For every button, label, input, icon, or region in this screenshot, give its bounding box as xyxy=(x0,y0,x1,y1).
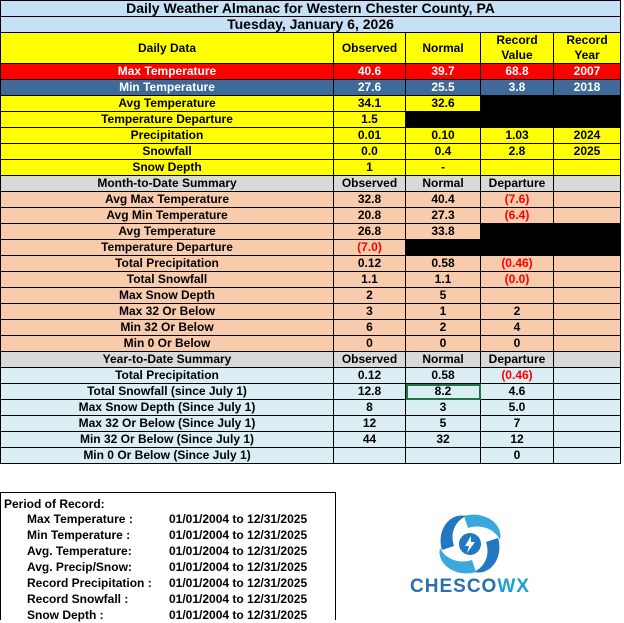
ytd-label[interactable]: Total Precipitation xyxy=(1,368,334,384)
mtd-header-observed[interactable]: Observed xyxy=(334,176,406,192)
period-label: Record Precipitation : xyxy=(27,576,152,590)
ytd-header-departure[interactable]: Departure xyxy=(481,352,554,368)
mtd-row xyxy=(1,336,621,352)
daily-record-year[interactable] xyxy=(554,160,621,176)
ytd-normal-selected-cell[interactable]: 8.2 xyxy=(406,384,481,400)
ytd-label[interactable]: Max Snow Depth (Since July 1) xyxy=(1,400,334,416)
ytd-empty[interactable] xyxy=(554,416,621,432)
title-row xyxy=(1,1,621,17)
ytd-departure[interactable]: (0.46) xyxy=(481,368,554,384)
ytd-row xyxy=(1,432,621,448)
ytd-observed[interactable]: 0.12 xyxy=(334,368,406,384)
mtd-row xyxy=(1,192,621,208)
chescowx-wordmark xyxy=(370,576,570,598)
ytd-normal[interactable]: 0.58 xyxy=(406,368,481,384)
period-label: Avg. Precip/Snow: xyxy=(27,560,132,574)
mtd-label[interactable]: Max 32 Or Below xyxy=(1,304,334,320)
period-range: 01/01/2004 to 12/31/2025 xyxy=(169,608,308,622)
daily-record-year[interactable] xyxy=(554,112,621,128)
mtd-row xyxy=(1,304,621,320)
ytd-departure[interactable]: 5.0 xyxy=(481,400,554,416)
daily-header-observed[interactable]: Observed xyxy=(334,33,406,64)
daily-label[interactable]: Max Temperature xyxy=(1,64,334,80)
ytd-normal[interactable]: 5 xyxy=(406,416,481,432)
period-of-record-box xyxy=(0,492,336,620)
daily-observed[interactable]: 1.5 xyxy=(334,112,406,128)
daily-normal[interactable]: 39.7 xyxy=(406,64,481,80)
ytd-header-label[interactable]: Year-to-Date Summary xyxy=(1,352,334,368)
period-range: 01/01/2004 to 12/31/2025 xyxy=(169,512,308,526)
daily-row-snow-depth xyxy=(1,160,621,176)
daily-record-year[interactable]: 2007 xyxy=(554,64,621,80)
period-row xyxy=(1,511,335,527)
daily-label[interactable]: Min Temperature xyxy=(1,80,334,96)
mtd-observed[interactable]: 1.1 xyxy=(334,272,406,288)
ytd-row xyxy=(1,448,621,464)
mtd-empty[interactable] xyxy=(554,208,621,224)
mtd-label[interactable]: Min 0 Or Below xyxy=(1,336,334,352)
period-label: Snow Depth : xyxy=(27,608,104,622)
daily-row-temp-departure xyxy=(1,112,621,128)
ytd-label[interactable]: Min 32 Or Below (Since July 1) xyxy=(1,432,334,448)
mtd-normal[interactable]: 0.58 xyxy=(406,256,481,272)
mtd-observed[interactable]: 20.8 xyxy=(334,208,406,224)
period-range: 01/01/2004 to 12/31/2025 xyxy=(169,544,308,558)
ytd-row xyxy=(1,416,621,432)
ytd-header-row xyxy=(1,352,621,368)
ytd-label[interactable]: Max 32 Or Below (Since July 1) xyxy=(1,416,334,432)
mtd-departure[interactable]: (0.0) xyxy=(481,272,554,288)
period-range: 01/01/2004 to 12/31/2025 xyxy=(169,576,308,590)
ytd-departure[interactable]: 0 xyxy=(481,448,554,464)
period-label: Max Temperature : xyxy=(27,512,133,526)
daily-header-label[interactable]: Daily Data xyxy=(1,33,334,64)
mtd-header-label[interactable]: Month-to-Date Summary xyxy=(1,176,334,192)
mtd-departure[interactable]: (7.6) xyxy=(481,192,554,208)
ytd-empty[interactable] xyxy=(554,384,621,400)
brand-main: CHESCO xyxy=(410,576,498,597)
ytd-observed[interactable] xyxy=(334,448,406,464)
ytd-label[interactable]: Total Snowfall (since July 1) xyxy=(1,384,334,400)
ytd-empty[interactable] xyxy=(554,432,621,448)
daily-row-min-temp xyxy=(1,80,621,96)
ytd-normal[interactable]: 32 xyxy=(406,432,481,448)
ytd-header-normal[interactable]: Normal xyxy=(406,352,481,368)
ytd-departure[interactable]: 12 xyxy=(481,432,554,448)
daily-record-year[interactable] xyxy=(554,96,621,112)
daily-normal[interactable]: - xyxy=(406,160,481,176)
daily-label[interactable]: Snowfall xyxy=(1,144,334,160)
daily-row-avg-temp xyxy=(1,96,621,112)
mtd-empty[interactable] xyxy=(554,336,621,352)
period-range: 01/01/2004 to 12/31/2025 xyxy=(169,592,308,606)
mtd-observed[interactable]: 2 xyxy=(334,288,406,304)
daily-normal[interactable]: 0.4 xyxy=(406,144,481,160)
mtd-label[interactable]: Max Snow Depth xyxy=(1,288,334,304)
mtd-label[interactable]: Avg Temperature xyxy=(1,224,334,240)
period-row xyxy=(1,527,335,543)
daily-header-record-year[interactable]: Record Year xyxy=(554,33,621,64)
mtd-normal[interactable]: 1.1 xyxy=(406,272,481,288)
daily-observed[interactable]: 0.0 xyxy=(334,144,406,160)
daily-record-year[interactable]: 2025 xyxy=(554,144,621,160)
mtd-row xyxy=(1,272,621,288)
ytd-observed[interactable]: 8 xyxy=(334,400,406,416)
daily-record-value[interactable]: 1.03 xyxy=(481,128,554,144)
mtd-label[interactable]: Min 32 Or Below xyxy=(1,320,334,336)
mtd-normal[interactable] xyxy=(406,240,481,256)
mtd-normal[interactable]: 1 xyxy=(406,304,481,320)
period-label: Min Temperature : xyxy=(27,528,131,542)
mtd-row xyxy=(1,320,621,336)
mtd-header-normal[interactable]: Normal xyxy=(406,176,481,192)
period-row xyxy=(1,607,335,623)
storm-swirl-icon xyxy=(370,512,570,576)
mtd-row xyxy=(1,256,621,272)
mtd-departure[interactable]: 0 xyxy=(481,336,554,352)
mtd-observed[interactable]: (7.0) xyxy=(334,240,406,256)
mtd-empty[interactable] xyxy=(554,224,621,240)
ytd-normal[interactable] xyxy=(406,448,481,464)
daily-observed[interactable]: 1 xyxy=(334,160,406,176)
daily-header-row xyxy=(1,33,621,64)
mtd-empty[interactable] xyxy=(554,304,621,320)
mtd-empty[interactable] xyxy=(554,288,621,304)
mtd-observed[interactable]: 0.12 xyxy=(334,256,406,272)
mtd-observed[interactable]: 26.8 xyxy=(334,224,406,240)
daily-normal[interactable]: 0.10 xyxy=(406,128,481,144)
mtd-observed[interactable]: 6 xyxy=(334,320,406,336)
mtd-label[interactable]: Avg Min Temperature xyxy=(1,208,334,224)
daily-label[interactable]: Temperature Departure xyxy=(1,112,334,128)
period-row xyxy=(1,543,335,559)
mtd-header-departure[interactable]: Departure xyxy=(481,176,554,192)
mtd-header-row xyxy=(1,176,621,192)
period-row xyxy=(1,591,335,607)
mtd-normal[interactable]: 33.8 xyxy=(406,224,481,240)
daily-header-record-value[interactable]: Record Value xyxy=(481,33,554,64)
mtd-label[interactable]: Total Snowfall xyxy=(1,272,334,288)
daily-record-value[interactable] xyxy=(481,96,554,112)
mtd-departure[interactable] xyxy=(481,224,554,240)
brand-accent: WX xyxy=(497,576,530,597)
period-of-record-title: Period of Record: xyxy=(4,497,105,511)
daily-row-snowfall xyxy=(1,144,621,160)
period-range: 01/01/2004 to 12/31/2025 xyxy=(169,560,308,574)
date-row xyxy=(1,17,621,33)
mtd-label[interactable]: Temperature Departure xyxy=(1,240,334,256)
daily-normal[interactable]: 25.5 xyxy=(406,80,481,96)
mtd-departure[interactable]: 4 xyxy=(481,320,554,336)
ytd-header-empty[interactable] xyxy=(554,352,621,368)
mtd-normal[interactable]: 40.4 xyxy=(406,192,481,208)
mtd-observed[interactable]: 32.8 xyxy=(334,192,406,208)
daily-record-year[interactable]: 2024 xyxy=(554,128,621,144)
ytd-row xyxy=(1,400,621,416)
ytd-departure[interactable]: 7 xyxy=(481,416,554,432)
mtd-row xyxy=(1,288,621,304)
period-label: Avg. Temperature: xyxy=(27,544,132,558)
period-label: Record Snowfall : xyxy=(27,592,129,606)
daily-record-value[interactable] xyxy=(481,112,554,128)
period-row xyxy=(1,575,335,591)
mtd-normal[interactable]: 2 xyxy=(406,320,481,336)
mtd-observed[interactable]: 0 xyxy=(334,336,406,352)
daily-observed[interactable]: 34.1 xyxy=(334,96,406,112)
ytd-normal[interactable]: 3 xyxy=(406,400,481,416)
chescowx-logo xyxy=(370,512,570,602)
mtd-label[interactable]: Total Precipitation xyxy=(1,256,334,272)
mtd-observed[interactable]: 3 xyxy=(334,304,406,320)
daily-label[interactable]: Snow Depth xyxy=(1,160,334,176)
mtd-empty[interactable] xyxy=(554,240,621,256)
ytd-row xyxy=(1,384,621,400)
mtd-departure[interactable]: (6.4) xyxy=(481,208,554,224)
mtd-row xyxy=(1,240,621,256)
daily-record-year[interactable]: 2018 xyxy=(554,80,621,96)
mtd-empty[interactable] xyxy=(554,256,621,272)
mtd-normal[interactable]: 27.3 xyxy=(406,208,481,224)
daily-row-max-temp xyxy=(1,64,621,80)
daily-label[interactable]: Avg Temperature xyxy=(1,96,334,112)
mtd-departure[interactable]: (0.46) xyxy=(481,256,554,272)
daily-label[interactable]: Precipitation xyxy=(1,128,334,144)
mtd-empty[interactable] xyxy=(554,320,621,336)
mtd-header-empty[interactable] xyxy=(554,176,621,192)
daily-observed[interactable]: 40.6 xyxy=(334,64,406,80)
daily-record-value[interactable]: 68.8 xyxy=(481,64,554,80)
ytd-empty[interactable] xyxy=(554,448,621,464)
ytd-row xyxy=(1,368,621,384)
ytd-empty[interactable] xyxy=(554,368,621,384)
daily-normal[interactable] xyxy=(406,112,481,128)
ytd-observed[interactable]: 44 xyxy=(334,432,406,448)
ytd-header-observed[interactable]: Observed xyxy=(334,352,406,368)
mtd-row xyxy=(1,224,621,240)
daily-record-value[interactable]: 3.8 xyxy=(481,80,554,96)
period-row xyxy=(1,559,335,575)
ytd-observed[interactable]: 12 xyxy=(334,416,406,432)
daily-observed[interactable]: 27.6 xyxy=(334,80,406,96)
mtd-empty[interactable] xyxy=(554,272,621,288)
ytd-departure[interactable]: 4.6 xyxy=(481,384,554,400)
mtd-departure[interactable] xyxy=(481,288,554,304)
mtd-label[interactable]: Avg Max Temperature xyxy=(1,192,334,208)
almanac-date[interactable]: Tuesday, January 6, 2026 xyxy=(1,17,621,33)
ytd-label[interactable]: Min 0 Or Below (Since July 1) xyxy=(1,448,334,464)
daily-record-value[interactable]: 2.8 xyxy=(481,144,554,160)
mtd-row xyxy=(1,208,621,224)
ytd-observed[interactable]: 12.8 xyxy=(334,384,406,400)
mtd-normal[interactable]: 5 xyxy=(406,288,481,304)
almanac-title[interactable]: Daily Weather Almanac for Western Chester County, PA xyxy=(1,1,621,17)
daily-row-precipitation xyxy=(1,128,621,144)
daily-normal[interactable]: 32.6 xyxy=(406,96,481,112)
daily-header-normal[interactable]: Normal xyxy=(406,33,481,64)
ytd-empty[interactable] xyxy=(554,400,621,416)
daily-observed[interactable]: 0.01 xyxy=(334,128,406,144)
mtd-normal[interactable]: 0 xyxy=(406,336,481,352)
mtd-departure[interactable]: 2 xyxy=(481,304,554,320)
daily-record-value[interactable] xyxy=(481,160,554,176)
mtd-departure[interactable] xyxy=(481,240,554,256)
mtd-empty[interactable] xyxy=(554,192,621,208)
period-range: 01/01/2004 to 12/31/2025 xyxy=(169,528,308,542)
